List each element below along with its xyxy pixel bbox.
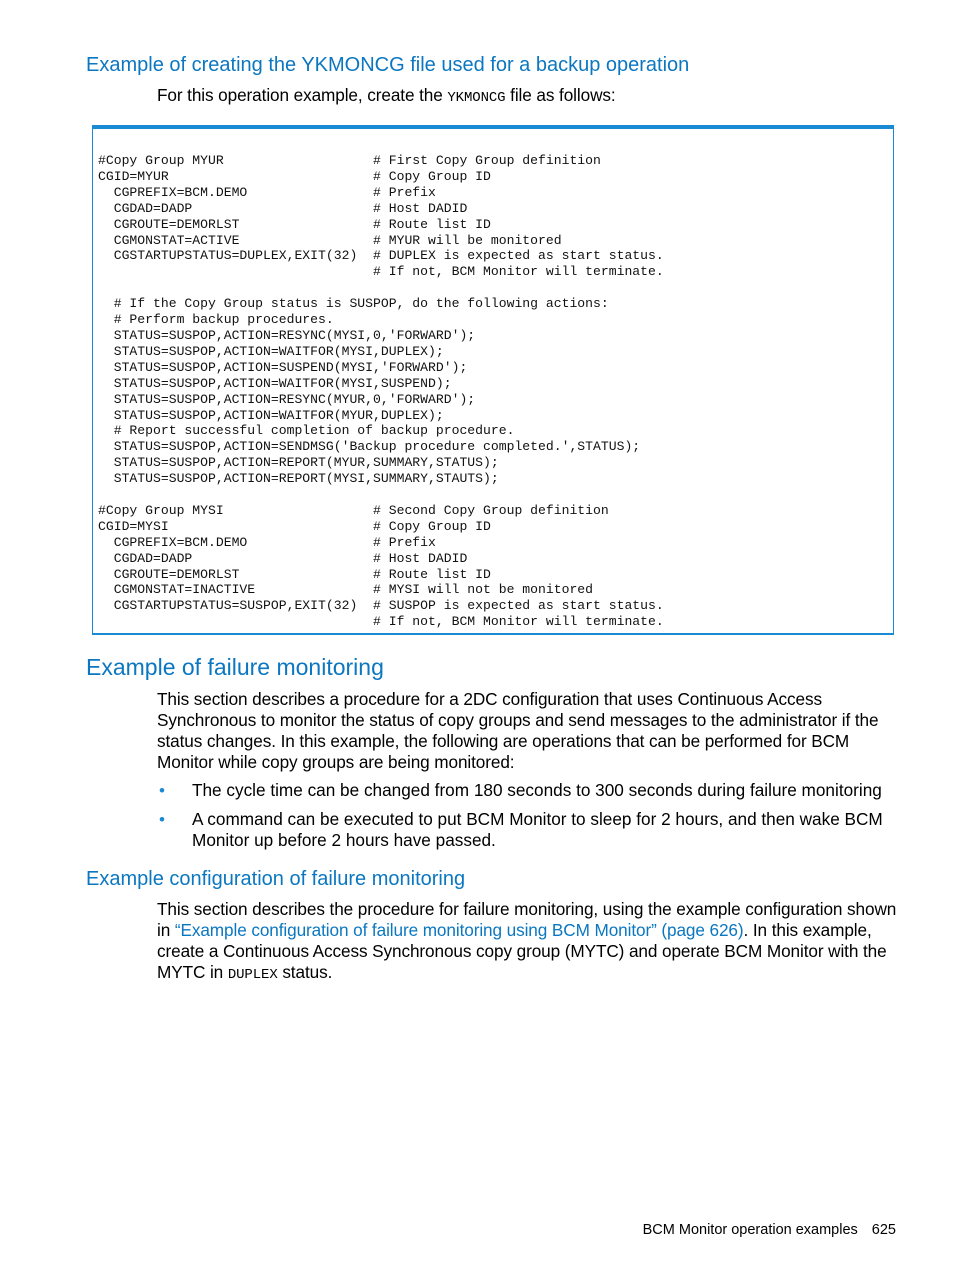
section-heading-example-configuration: Example configuration of failure monitoring xyxy=(86,868,466,890)
cross-reference-link[interactable]: “Example configuration of failure monitoring using BCM Monitor” (page 626) xyxy=(174,920,744,940)
config-inline-code: DUPLEX xyxy=(227,967,278,983)
section-heading-ykmoncg: Example of creating the YKMONCG file used for a backup operation xyxy=(86,54,690,76)
intro-inline-code: YKMONCG xyxy=(447,90,506,106)
bullet-text: A command can be executed to put BCM Monitor to sleep for 2 hours, and then wake BCM Monitor up before 2 hours have passed. xyxy=(192,809,883,850)
intro-text-before: For this operation example, create the xyxy=(157,85,448,105)
page-footer xyxy=(643,1222,896,1238)
footer-title: BCM Monitor operation examples xyxy=(642,1222,858,1238)
code-example-box xyxy=(92,125,894,635)
config-text-after: status. xyxy=(277,962,333,982)
config-text-middle: . In this example, create a Continuous Access Synchronous copy group (MYTC) and operate BCM Monitor with the MYTC in xyxy=(157,920,887,982)
bullet-icon: • xyxy=(159,810,165,829)
configuration-paragraph xyxy=(157,899,899,986)
failure-monitoring-paragraph: This section describes a procedure for a 2DC configuration that uses Continuous Access Synchronous to monitor the status of copy groups and send messages to the administrator if the status changes. In this example, the following are operations that can be performed for BCM Monitor while copy groups are being monitored: xyxy=(157,689,879,772)
operations-bullet-list xyxy=(157,780,899,859)
config-text-before: This section describes the procedure for failure monitoring, using the example configuration shown in xyxy=(157,899,897,940)
list-item xyxy=(157,809,899,851)
bullet-icon: • xyxy=(159,781,165,800)
intro-paragraph xyxy=(157,85,899,109)
bullet-text: The cycle time can be changed from 180 seconds to 300 seconds during failure monitoring xyxy=(192,780,882,800)
section-heading-failure-monitoring: Example of failure monitoring xyxy=(86,654,384,680)
code-listing: #Copy Group MYUR # First Copy Group definition CGID=MYUR # Copy Group ID CGPREFIX=BCM.DEMO # Prefix CGDAD=DADP # Host DADID CGROUTE=DEMORLST # Route list ID CGMONSTAT=ACTIVE # MYUR will be monitored CGSTARTUPSTATUS=DUPLEX,EXIT(32) # DUPLEX is expected as start status. # If not, BCM Monitor will terminate. # If the Copy Group status is SUSPOP, do the following actions: # Perform backup procedures. STATUS=SUSPOP,ACTION=RESYNC(MYSI,0,'FORWARD'); STATUS=SUSPOP,ACTION=WAITFOR(MYSI,DUPLEX); STATUS=SUSPOP,ACTION=SUSPEND(MYSI,'FORWARD'); STATUS=SUSPOP,ACTION=WAITFOR(MYSI,SUSPEND); STATUS=SUSPOP,ACTION=RESYNC(MYUR,0,'FORWARD'); STATUS=SUSPOP,ACTION=WAITFOR(MYUR,DUPLEX); # Report successful completion of backup procedure. STATUS=SUSPOP,ACTION=SENDMSG('Backup procedure completed.',STATUS); STATUS=SUSPOP,ACTION=REPORT(MYUR,SUMMARY,STATUS); STATUS=SUSPOP,ACTION=REPORT(MYSI,SUMMARY,STAUTS); #Copy Group MYSI # Second Copy Group definition CGID=MYSI # Copy Group ID CGPREFIX=BCM.DEMO # Prefix CGDAD=DADP # Host DADID CGROUTE=DEMORLST # Route list ID CGMONSTAT=INACTIVE # MYSI will not be monitored CGSTARTUPSTATUS=SUSPOP,EXIT(32) # SUSPOP is expected as start status. # If not, BCM Monitor will terminate. xyxy=(98,153,664,630)
list-item xyxy=(157,780,899,801)
intro-text-after: file as follows: xyxy=(505,85,616,105)
page-number: 625 xyxy=(871,1222,896,1238)
